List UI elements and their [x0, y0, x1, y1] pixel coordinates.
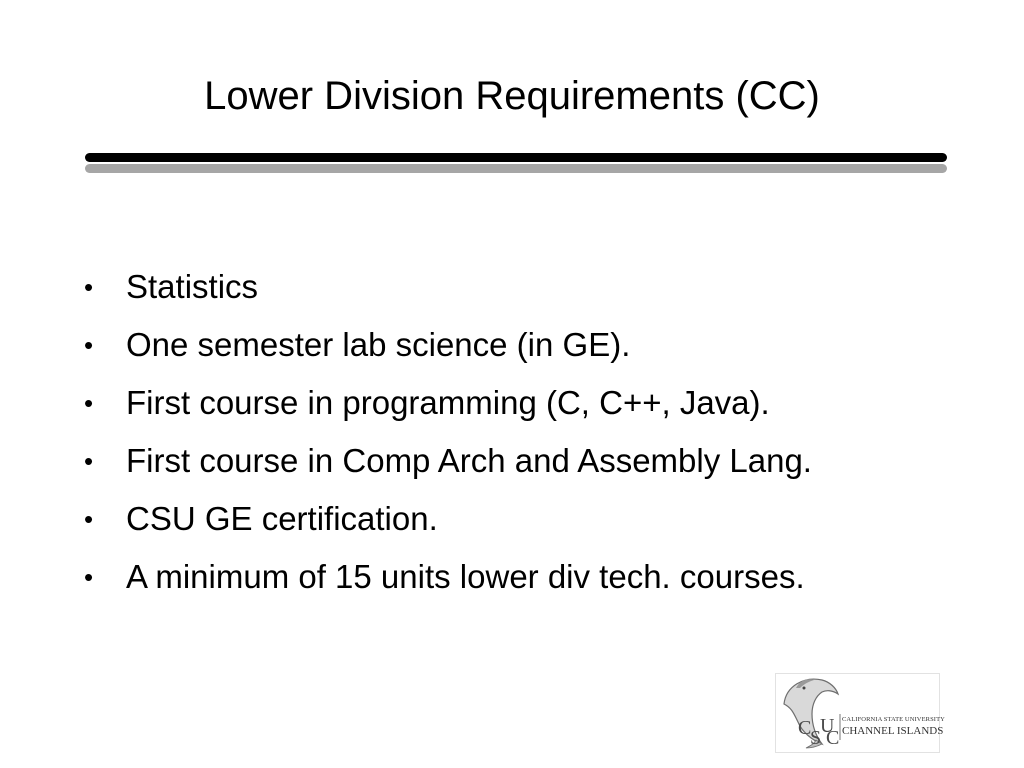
- bullet-icon: •: [84, 272, 94, 302]
- bullet-icon: •: [84, 446, 94, 476]
- requirements-list: [84, 258, 1004, 606]
- list-item: [84, 490, 1004, 548]
- list-item-text: CSU GE certification.: [126, 500, 438, 537]
- list-item-text: A minimum of 15 units lower div tech. courses.: [126, 558, 805, 595]
- bullet-icon: •: [84, 330, 94, 360]
- logo-letter-s: S: [810, 727, 822, 749]
- list-item-text: One semester lab science (in GE).: [126, 326, 631, 363]
- logo-university-text: CALIFORNIA STATE UNIVERSITY: [842, 716, 945, 723]
- list-item-text: Statistics: [126, 268, 259, 305]
- list-item: [84, 432, 1004, 490]
- slide-title: Lower Division Requirements (CC): [204, 74, 820, 118]
- list-item-text: First course in Comp Arch and Assembly Lang.: [126, 442, 812, 479]
- dolphin-icon: [776, 674, 939, 752]
- list-item: [84, 548, 1004, 606]
- bullet-icon: •: [84, 388, 94, 418]
- title-underline-dark: [85, 153, 947, 162]
- list-item: [84, 316, 1004, 374]
- bullet-icon: •: [84, 504, 94, 534]
- logo-letter-c1: C: [798, 717, 812, 739]
- list-item-text: First course in programming (C, C++, Java).: [126, 384, 770, 421]
- logo-letter-c2: C: [826, 727, 840, 749]
- bullet-icon: •: [84, 562, 94, 592]
- title-underline-light: [85, 164, 947, 173]
- list-item: [84, 374, 1004, 432]
- logo-campus-text: CHANNEL ISLANDS: [842, 725, 944, 737]
- csuci-logo: [776, 674, 945, 752]
- list-item: [84, 258, 1004, 316]
- logo-letter-u: U: [820, 715, 835, 737]
